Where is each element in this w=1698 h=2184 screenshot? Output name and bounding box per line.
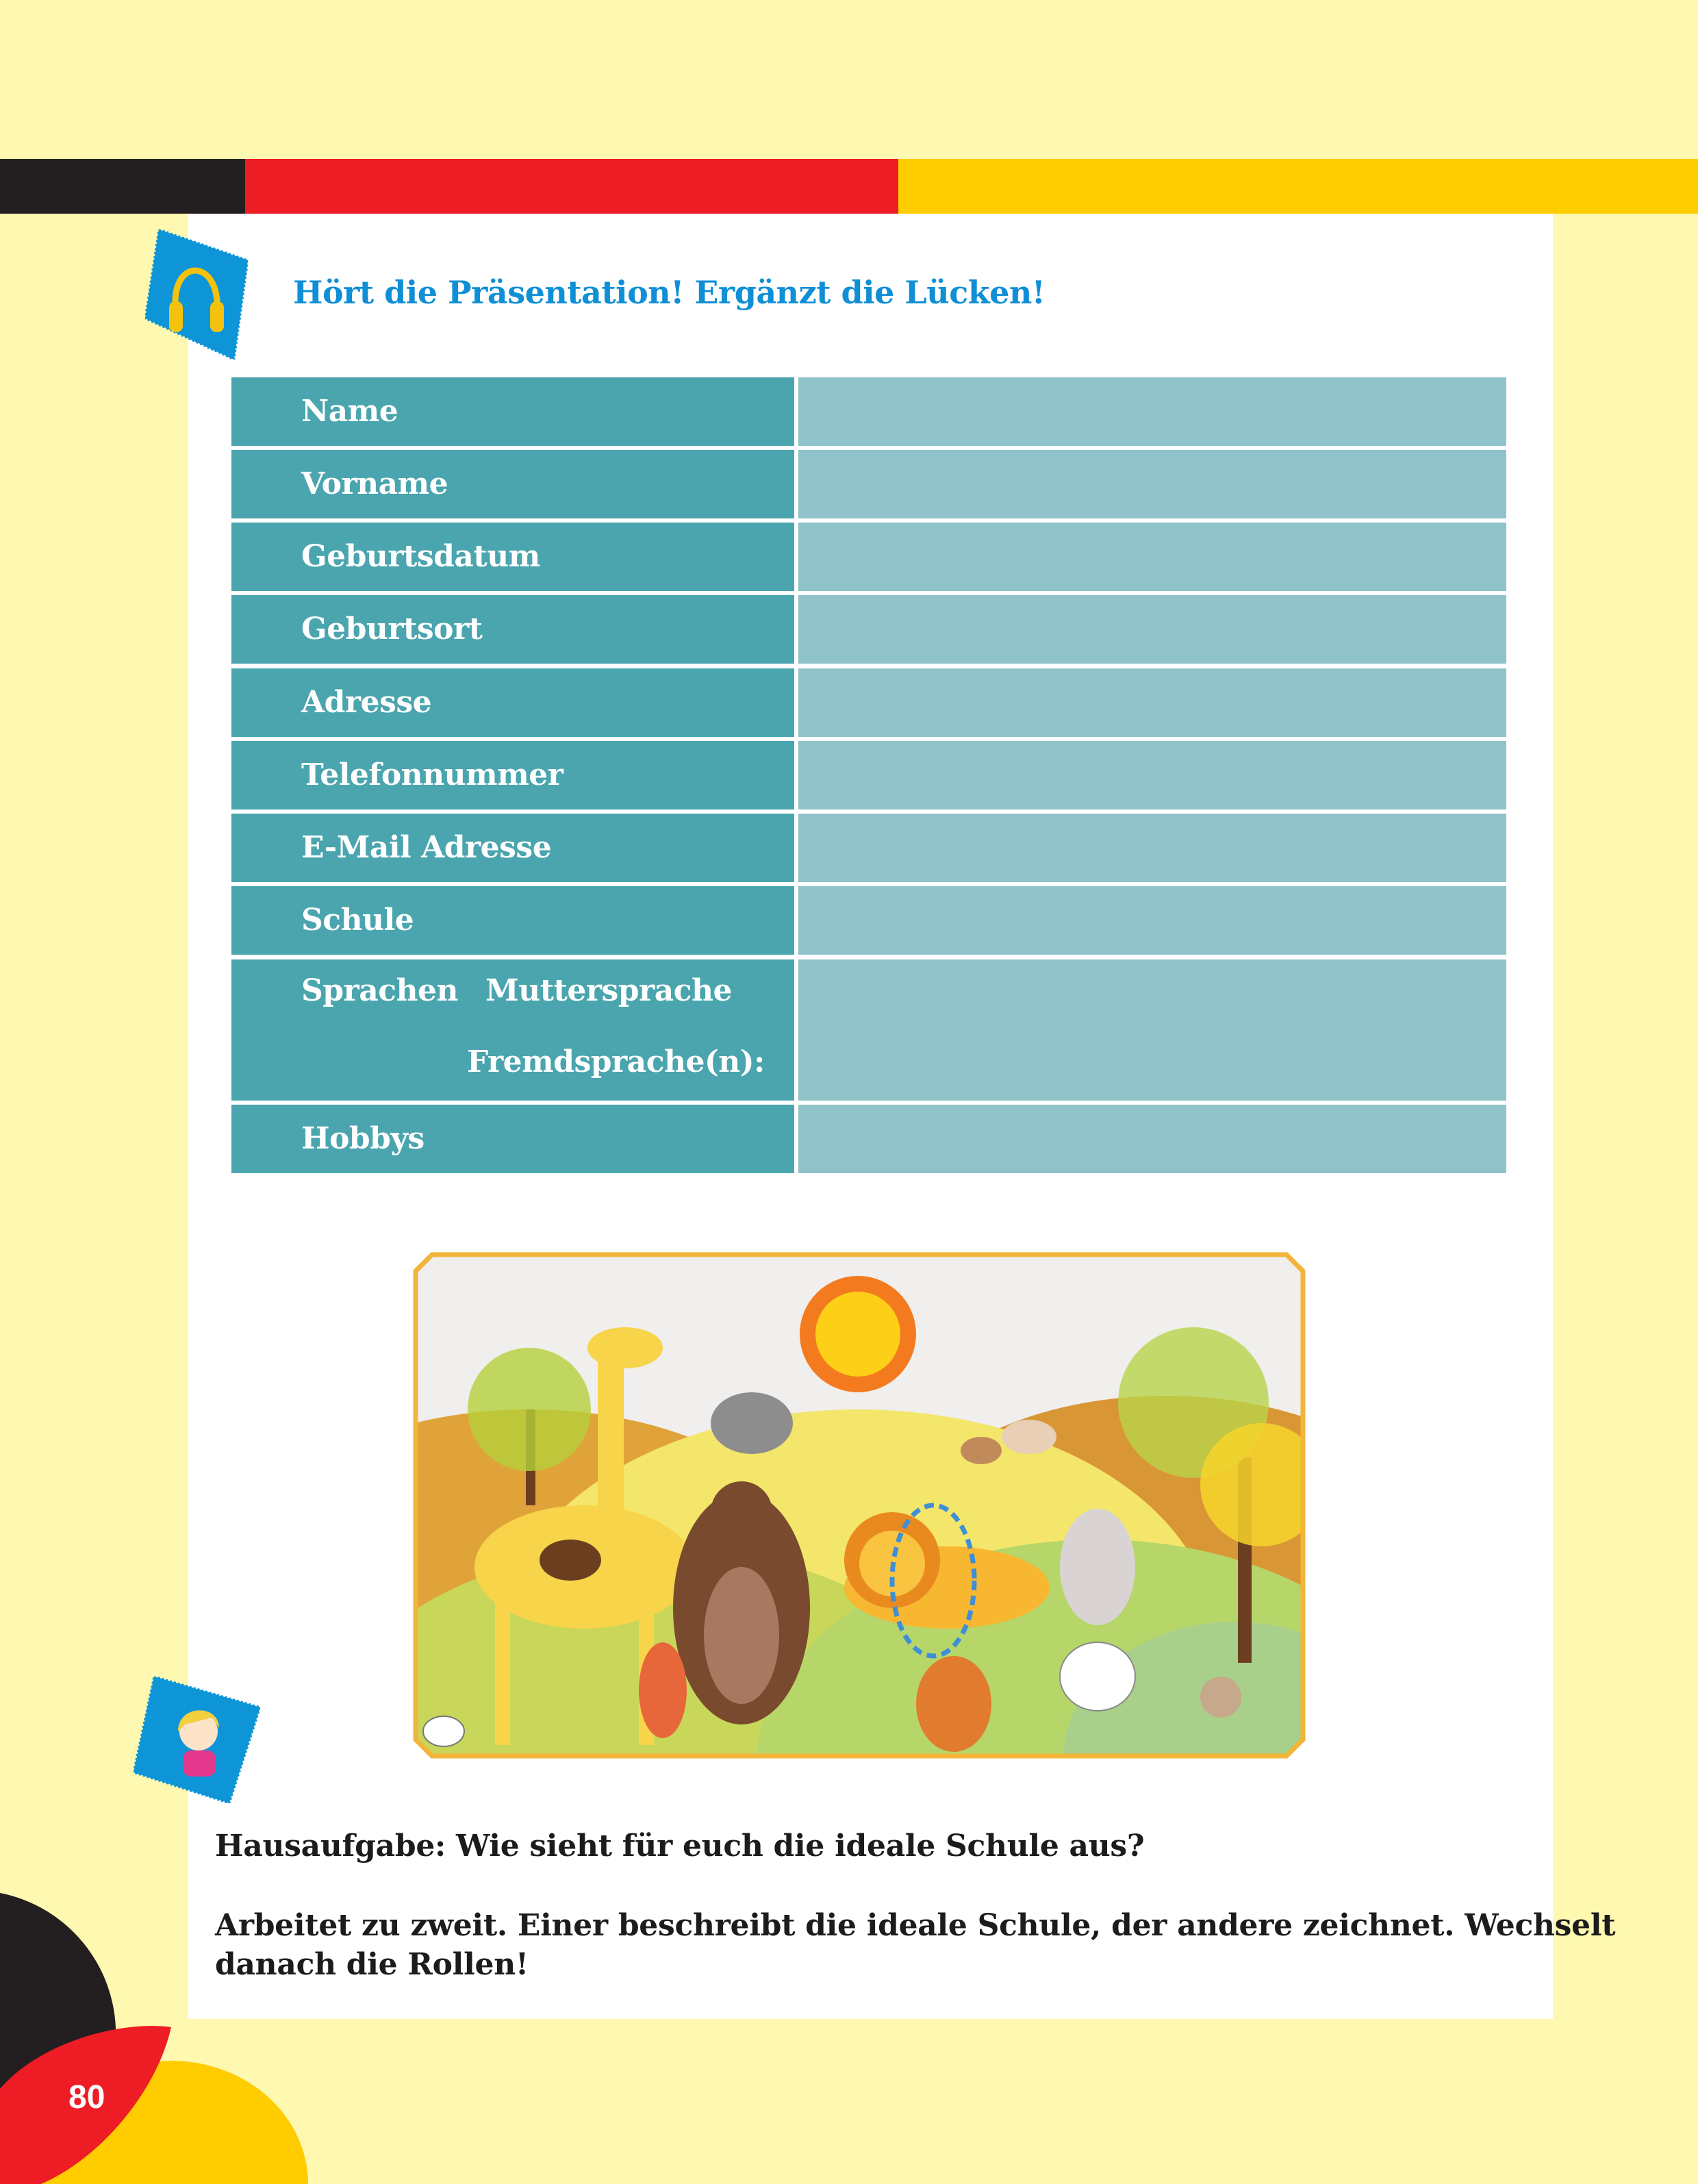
- form-row-geburtsort: [231, 595, 1506, 664]
- form-row-hobbys: [231, 1105, 1506, 1173]
- form-row-geburtsdatum: [231, 523, 1506, 591]
- row-label: Hobbys: [301, 1121, 424, 1156]
- telefonnummer-field[interactable]: [798, 741, 1506, 809]
- form-row-vorname: [231, 450, 1506, 518]
- row-label: Geburtsdatum: [301, 539, 540, 574]
- form-row-adresse: [231, 668, 1506, 737]
- muttersprache-label: Muttersprache: [485, 973, 733, 1008]
- hobbys-field[interactable]: [798, 1105, 1506, 1173]
- form-row-sprachen: [231, 959, 1506, 1101]
- vorname-field[interactable]: [798, 450, 1506, 518]
- animals-illustration: [413, 1252, 1306, 1759]
- form-row-email: [231, 814, 1506, 882]
- row-label: Schule: [301, 903, 414, 938]
- row-label: E-Mail Adresse: [301, 830, 552, 865]
- sprachen-field[interactable]: [798, 959, 1506, 1101]
- homework-heading: Hausaufgabe: Wie sieht für euch die ideale Schule aus?: [215, 1829, 1145, 1863]
- adresse-field[interactable]: [798, 668, 1506, 737]
- homework-instruction-line1: Arbeitet zu zweit. Einer beschreibt die ideale Schule, der andere zeichnet. Wechselt: [215, 1908, 1616, 1943]
- corner-decoration: [0, 1863, 315, 2184]
- name-field[interactable]: [798, 377, 1506, 446]
- form-row-telefonnummer: [231, 741, 1506, 809]
- form-row-name: [231, 377, 1506, 446]
- row-label: Name: [301, 394, 398, 429]
- schule-field[interactable]: [798, 886, 1506, 955]
- form-row-schule: [231, 886, 1506, 955]
- girl-speaking-icon: [134, 1677, 260, 1803]
- row-label: Adresse: [301, 685, 432, 720]
- row-label: Sprachen: [301, 973, 458, 1008]
- email-field[interactable]: [798, 814, 1506, 882]
- flag-stripe-black: [0, 159, 245, 214]
- flag-stripe-red: [245, 159, 898, 214]
- flag-stripe-gold: [898, 159, 1698, 214]
- instruction-heading: Hört die Präsentation! Ergänzt die Lücken!: [293, 274, 1046, 311]
- sun: [800, 1276, 916, 1392]
- homework-instruction-line2: danach die Rollen!: [215, 1947, 529, 1982]
- row-label: Geburtsort: [301, 612, 483, 647]
- fremdsprache-label: Fremdsprache(n):: [467, 1044, 765, 1079]
- geburtsdatum-field[interactable]: [798, 523, 1506, 591]
- headphones-icon: [145, 229, 248, 360]
- row-label: Vorname: [301, 466, 448, 501]
- row-label: Telefonnummer: [301, 757, 563, 792]
- page-number: 80: [68, 2079, 105, 2116]
- geburtsort-field[interactable]: [798, 595, 1506, 664]
